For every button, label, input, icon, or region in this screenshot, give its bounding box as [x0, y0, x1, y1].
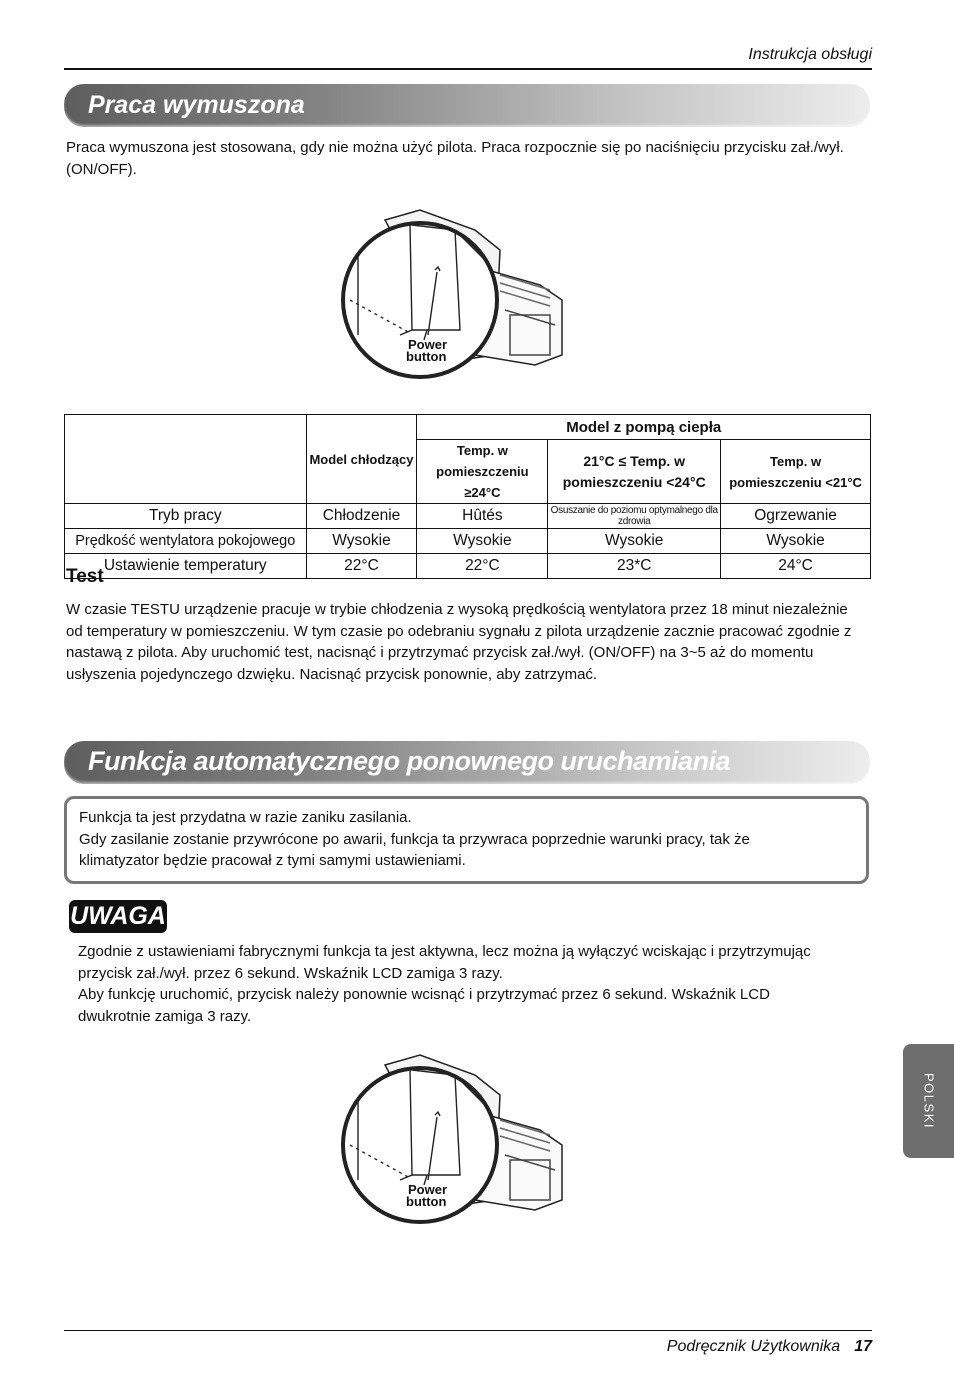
footer-title: Podręcznik Użytkownika: [666, 1338, 841, 1355]
table-cell: 23*C: [548, 554, 721, 579]
language-side-tab: [903, 1044, 954, 1158]
test-line: nastawą z pilota. Aby uruchomić test, nacisnąć i przytrzymać przycisk zał./wył. (ON/OFF) na 3~5 aż do momentu: [66, 644, 814, 661]
forced-operation-intro: Praca wymuszona jest stosowana, gdy nie można użyć pilota. Praca rozpocznie się po naciśnięciu przycisku zał./wył. (ON/OFF).: [66, 139, 844, 178]
table-corner-cell: [65, 415, 307, 504]
row-label: Prędkość wentylatora pokojowego: [65, 529, 307, 554]
section-title: Funkcja automatycznego ponownego uruchamiania: [88, 746, 731, 776]
row-label: Tryb pracy: [65, 504, 307, 529]
row-label: Ustawienie temperatury: [65, 554, 307, 579]
subheader-line: 21°C ≤ Temp. w: [583, 452, 686, 469]
table-cell: Chłodzenie: [306, 504, 417, 529]
caution-line: dwukrotnie zamiga 3 razy.: [78, 1007, 252, 1025]
figure-label-button: button: [406, 1194, 447, 1209]
figure-label-button: button: [406, 349, 447, 364]
test-heading: Test: [66, 566, 104, 587]
subheader-line: pomieszczeniu <24°C: [562, 473, 706, 490]
table-row: [65, 504, 871, 529]
table-cell: 22°C: [417, 554, 548, 579]
info-box-text: [79, 807, 859, 872]
info-line: Gdy zasilanie zostanie przywrócone po awarii, funkcja ta przywraca poprzednie warunki pracy, tak że: [79, 830, 750, 848]
page-number: 17: [854, 1338, 872, 1355]
footer-rule: [64, 1330, 872, 1331]
table-subheader: [548, 440, 721, 504]
subheader-line: Temp. w: [770, 453, 822, 469]
caution-line: Zgodnie z ustawieniami fabrycznymi funkcja ta jest aktywna, lecz można ją wyłączyć wciskając i przytrzymując: [78, 943, 811, 960]
unit-power-button-illustration: [340, 205, 570, 385]
table-subheader: [417, 440, 548, 504]
info-line: klimatyzator będzie pracował z tymi samymi ustawieniami.: [79, 852, 466, 869]
table-cell: Wysokie: [548, 529, 721, 554]
table-subheader: [721, 440, 871, 504]
caution-line: Aby funkcję uruchomić, przycisk należy ponownie wcisnąć i przytrzymać przez 6 sekund. Wskaźnik LCD: [78, 986, 770, 1003]
language-tab-label: POLSKI: [921, 1073, 936, 1129]
subheader-line: Temp. w: [456, 443, 508, 458]
footer: [667, 1338, 872, 1356]
figure-label-power: Power: [408, 337, 448, 352]
header-rule: [64, 68, 872, 70]
section-bar-auto-restart: [64, 741, 870, 784]
section-title: Praca wymuszona: [88, 91, 305, 119]
table-cell: Wysokie: [417, 529, 548, 554]
test-body: [66, 599, 876, 685]
test-line: usłyszenia pojedynczego dzwięku. Nacisnąć przycisk ponownie, aby zatrzymać.: [66, 665, 598, 683]
table-cell: Hûtés: [417, 504, 548, 529]
caution-line: przycisk zał./wył. przez 6 sekund. Wskaźnik LCD zamiga 3 razy.: [78, 964, 503, 982]
table-cell: Ogrzewanie: [721, 504, 871, 529]
subheader-line: pomieszczeniu <21°C: [729, 474, 862, 490]
test-line: od temperatury w pomieszczeniu. W tym czasie po odebraniu sygnału z pilota urządzenie zacznie pracować zgodnie z: [66, 622, 852, 640]
unit-power-button-illustration-2: [340, 1050, 570, 1230]
table-row: [65, 529, 871, 554]
subheader-line: pomieszczeniu ≥24°C: [436, 464, 529, 500]
table-row: [65, 554, 871, 579]
table-cell: Wysokie: [721, 529, 871, 554]
table-header-heatpump-model: Model z pompą ciepła: [417, 415, 871, 440]
auto-restart-info-box: [64, 796, 869, 884]
table-cell: 22°C: [306, 554, 417, 579]
table-cell: Osuszanie do poziomu optymalnego dla zdrowia: [548, 504, 721, 529]
info-line: Funkcja ta jest przydatna w razie zaniku zasilania.: [79, 809, 412, 826]
test-line: W czasie TESTU urządzenie pracuje w trybie chłodzenia z wysoką prędkością wentylatora przez 18 minut niezależnie: [66, 601, 848, 618]
header-title: Instrukcja obsługi: [748, 46, 872, 63]
operation-table: [64, 414, 871, 579]
figure-label-power: Power: [408, 1182, 448, 1197]
section-bar-forced-operation: [64, 84, 870, 127]
caution-body: [78, 941, 878, 1027]
caution-label: UWAGA: [69, 900, 167, 933]
table-cell: 24°C: [721, 554, 871, 579]
table-cell: Wysokie: [306, 529, 417, 554]
table-header-cooling-model: Model chłodzący: [306, 415, 417, 504]
